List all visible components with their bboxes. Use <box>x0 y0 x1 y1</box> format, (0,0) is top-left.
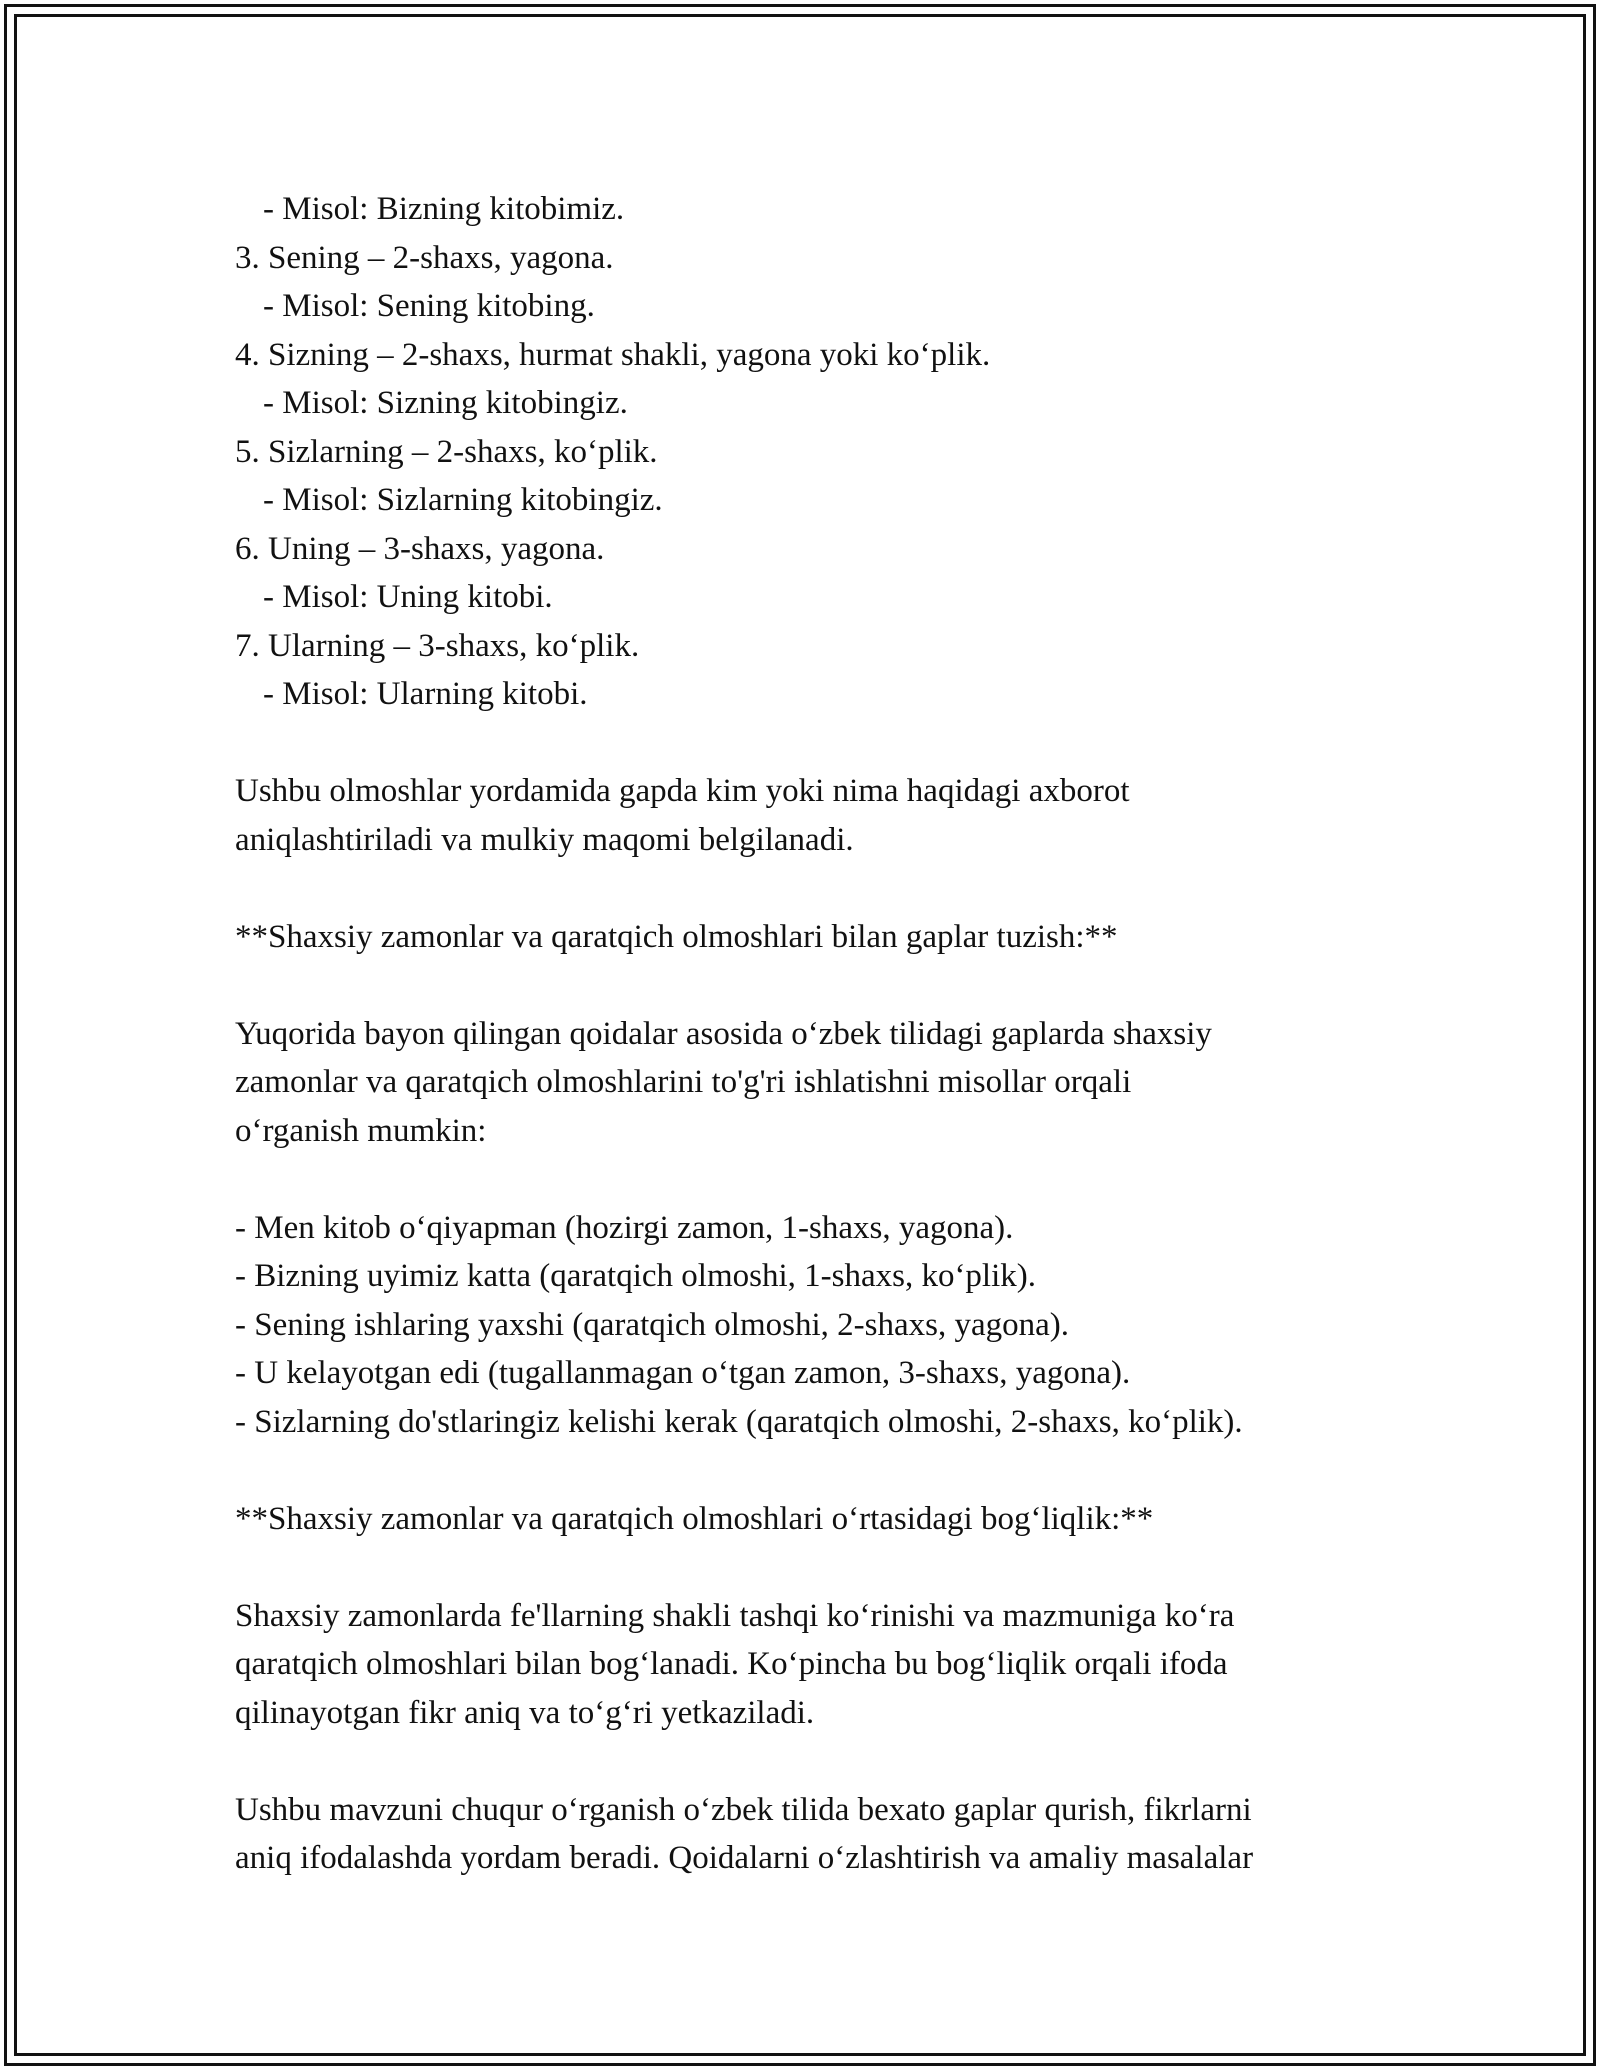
paragraph-spacer <box>235 1446 1385 1495</box>
paragraph-line: qaratqich olmoshlari bilan bog‘lanadi. Ko‘pincha bu bog‘liqlik orqali ifoda <box>235 1646 1228 1682</box>
example-sentence: - U kelayotgan edi (tugallanmagan o‘tgan zamon, 3-shaxs, yagona). <box>235 1355 1131 1391</box>
document-body <box>235 185 1385 1883</box>
paragraph-line: Shaxsiy zamonlarda fe'llarning shakli tashqi ko‘rinishi va mazmuniga ko‘ra <box>235 1597 1235 1634</box>
paragraph-line: qilinayotgan fikr aniq va to‘g‘ri yetkaziladi. <box>235 1694 815 1731</box>
list-item-example: - Misol: Bizning kitobimiz. <box>263 191 625 227</box>
paragraph-line: Ushbu olmoshlar yordamida gapda kim yoki nima haqidagi axborot <box>235 773 1130 809</box>
example-sentence: - Sening ishlaring yaxshi (qaratqich olmoshi, 2-shaxs, yagona). <box>235 1306 1070 1343</box>
example-sentence: - Sizlarning do'stlaringiz kelishi kerak (qaratqich olmoshi, 2-shaxs, ko‘plik). <box>235 1403 1243 1440</box>
list-item: 3. Sening – 2-shaxs, yagona. <box>235 239 614 276</box>
paragraph-relation <box>235 1592 1385 1738</box>
list-item: 5. Sizlarning – 2-shaxs, ko‘plik. <box>235 433 658 470</box>
list-item-example: - Misol: Sizlarning kitobingiz. <box>263 482 663 518</box>
paragraph-line: zamonlar va qaratqich olmoshlarini to'g'ri ishlatishni misollar orqali <box>235 1064 1132 1100</box>
list-item-example: - Misol: Sizning kitobingiz. <box>263 385 628 421</box>
paragraph-spacer <box>235 961 1385 1010</box>
list-item: 7. Ularning – 3-shaxs, ko‘plik. <box>235 627 640 664</box>
paragraph-intro <box>235 1010 1385 1156</box>
section-heading: **Shaxsiy zamonlar va qaratqich olmoshlari o‘rtasidagi bog‘liqlik:** <box>235 1500 1154 1537</box>
example-sentence: - Men kitob o‘qiyapman (hozirgi zamon, 1-shaxs, yagona). <box>235 1209 1014 1246</box>
list-item: 4. Sizning – 2-shaxs, hurmat shakli, yagona yoki ko‘plik. <box>235 336 991 373</box>
list-item-example: - Misol: Sening kitobing. <box>263 288 595 324</box>
possessive-pronoun-list <box>235 185 1385 719</box>
paragraph-summary <box>235 767 1385 864</box>
paragraph-line: aniqlashtiriladi va mulkiy maqomi belgilanadi. <box>235 821 854 858</box>
paragraph-spacer <box>235 1737 1385 1786</box>
paragraph-line: o‘rganish mumkin: <box>235 1112 487 1149</box>
paragraph-conclusion <box>235 1786 1385 1883</box>
paragraph-line: Ushbu mavzuni chuqur o‘rganish o‘zbek tilida bexato gaplar qurish, fikrlarni <box>235 1791 1252 1828</box>
section-heading: **Shaxsiy zamonlar va qaratqich olmoshlari bilan gaplar tuzish:** <box>235 918 1118 955</box>
list-item: 6. Uning – 3-shaxs, yagona. <box>235 530 605 567</box>
paragraph-spacer <box>235 1543 1385 1592</box>
list-item-example: - Misol: Uning kitobi. <box>263 579 553 615</box>
paragraph-spacer <box>235 719 1385 768</box>
example-sentence: - Bizning uyimiz katta (qaratqich olmoshi, 1-shaxs, ko‘plik). <box>235 1258 1037 1294</box>
paragraph-spacer <box>235 864 1385 913</box>
example-sentences-list <box>235 1204 1385 1447</box>
paragraph-spacer <box>235 1155 1385 1204</box>
paragraph-line: aniq ifodalashda yordam beradi. Qoidalarni o‘zlashtirish va amaliy masalalar <box>235 1840 1254 1876</box>
paragraph-line: Yuqorida bayon qilingan qoidalar asosida o‘zbek tilidagi gaplarda shaxsiy <box>235 1015 1212 1052</box>
list-item-example: - Misol: Ularning kitobi. <box>263 676 588 712</box>
